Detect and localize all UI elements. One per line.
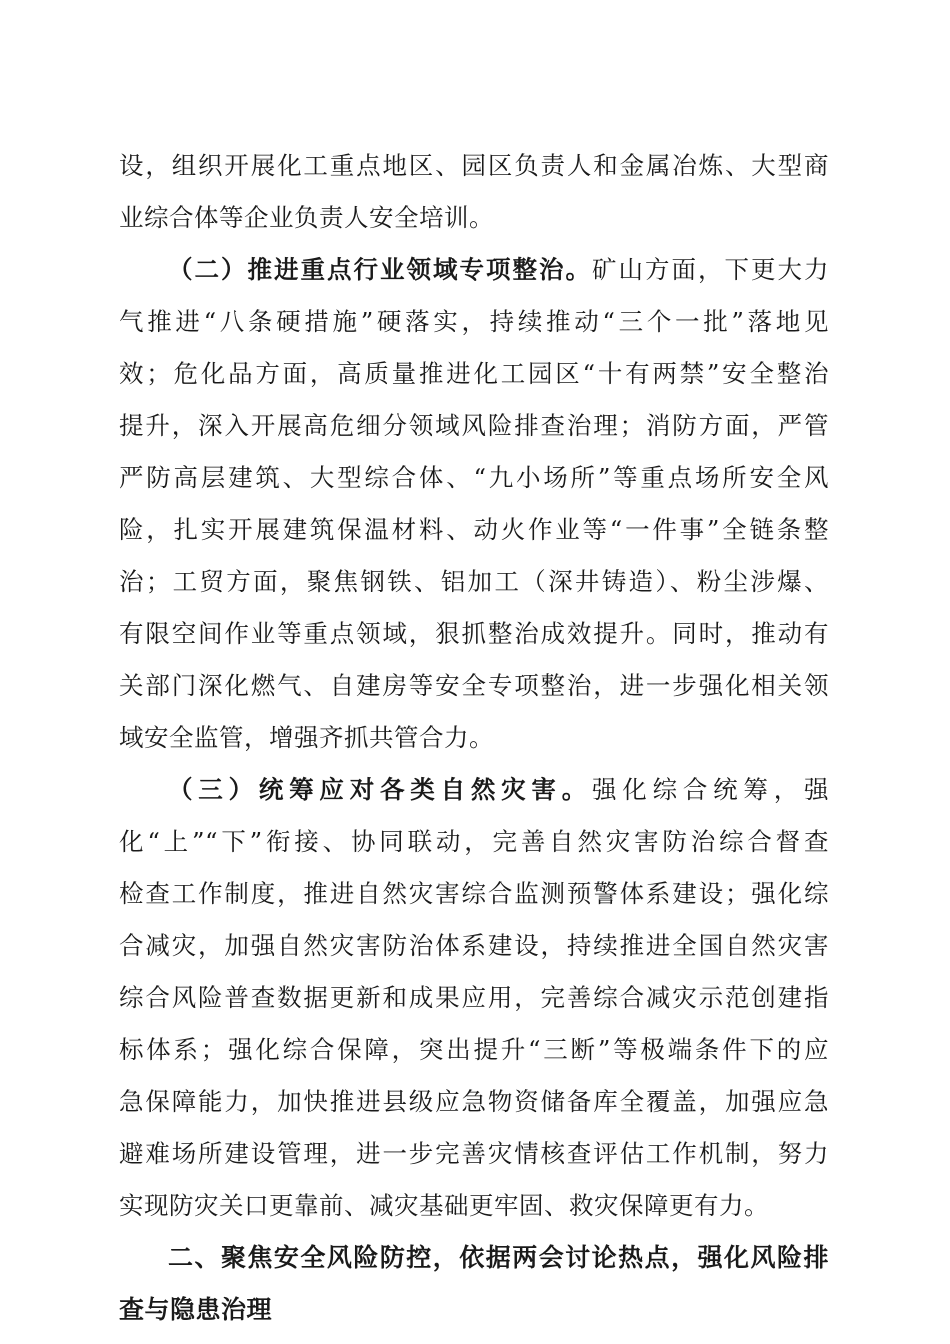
subsection-title: （三）统筹应对各类自然灾害。 bbox=[168, 775, 592, 804]
paragraph-natural-disasters bbox=[119, 764, 829, 1232]
subsection-title: （二）推进重点行业领域专项整治。 bbox=[168, 255, 592, 284]
text-line bbox=[119, 764, 829, 816]
text-line: 业综合体等企业负责人安全培训。 bbox=[119, 203, 494, 232]
text-line: 综合风险普查数据更新和成果应用，完善综合减灾示范创建指 bbox=[119, 983, 829, 1012]
paragraph-industry-rectification bbox=[119, 244, 829, 764]
text-line: 有限空间作业等重点领域，狠抓整治成效提升。同时，推动有 bbox=[119, 619, 829, 648]
text-line: 实现防灾关口更靠前、减灾基础更牢固、救灾保障更有力。 bbox=[119, 1191, 769, 1220]
text-line: 严防高层建筑、大型综合体、“九小场所”等重点场所安全风 bbox=[119, 463, 829, 492]
text-line: 标体系；强化综合保障，突出提升“三断”等极端条件下的应 bbox=[119, 1035, 829, 1064]
text-line bbox=[119, 244, 829, 296]
section-heading-line: 二、聚焦安全风险防控，依据两会讨论热点，强化风险排 bbox=[168, 1243, 829, 1272]
text-line: 险，扎实开展建筑保温材料、动火作业等“一件事”全链条整 bbox=[119, 515, 829, 544]
document-page bbox=[119, 140, 829, 1336]
text-line: 效；危化品方面，高质量推进化工园区“十有两禁”安全整治 bbox=[119, 359, 829, 388]
text-line: 合减灾，加强自然灾害防治体系建设，持续推进全国自然灾害 bbox=[119, 931, 829, 960]
text-line: 治；工贸方面，聚焦钢铁、铝加工（深井铸造）、粉尘涉爆、 bbox=[119, 567, 829, 596]
text-line: 提升，深入开展高危细分领域风险排查治理；消防方面，严管 bbox=[119, 411, 829, 440]
text-line: 化“上”“下”衔接、协同联动，完善自然灾害防治综合督查 bbox=[119, 827, 829, 856]
text-span: 强化综合统筹，强 bbox=[592, 775, 829, 804]
text-line: 域安全监管，增强齐抓共管合力。 bbox=[119, 723, 494, 752]
section-heading bbox=[119, 1232, 829, 1336]
text-line: 关部门深化燃气、自建房等安全专项整治，进一步强化相关领 bbox=[119, 671, 829, 700]
text-line: 设，组织开展化工重点地区、园区负责人和金属冶炼、大型商 bbox=[119, 151, 829, 180]
section-heading-line: 查与隐患治理 bbox=[119, 1295, 273, 1324]
paragraph-continuation bbox=[119, 140, 829, 244]
text-line: 气推进“八条硬措施”硬落实，持续推动“三个一批”落地见 bbox=[119, 307, 829, 336]
text-line: 避难场所建设管理，进一步完善灾情核查评估工作机制，努力 bbox=[119, 1139, 829, 1168]
text-line: 急保障能力，加快推进县级应急物资储备库全覆盖，加强应急 bbox=[119, 1087, 829, 1116]
text-span: 矿山方面，下更大力 bbox=[592, 255, 829, 284]
text-line: 检查工作制度，推进自然灾害综合监测预警体系建设；强化综 bbox=[119, 879, 829, 908]
